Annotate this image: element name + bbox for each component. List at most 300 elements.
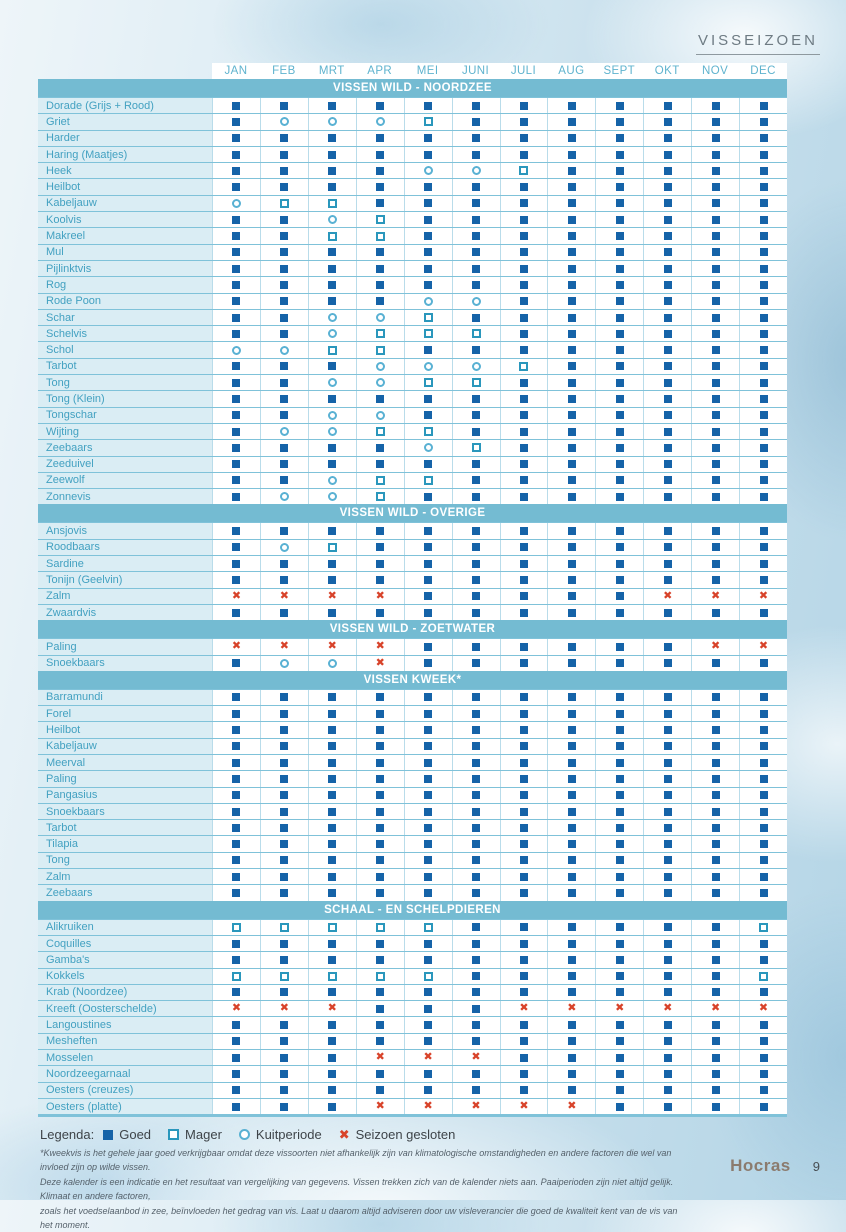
- season-cell: [739, 869, 787, 884]
- season-cell: [356, 656, 404, 671]
- season-cell: [404, 131, 452, 146]
- season-good-marker: [760, 873, 768, 881]
- season-lean-marker: [376, 492, 385, 501]
- season-cell: [260, 1034, 308, 1049]
- season-lean-marker: [280, 923, 289, 932]
- season-cell: [691, 98, 739, 113]
- month-header: DEC: [739, 63, 787, 79]
- season-cell: [547, 228, 595, 243]
- season-cell: [308, 920, 356, 935]
- season-good-marker: [376, 1005, 384, 1013]
- season-good-marker: [520, 693, 528, 701]
- season-roe-marker: [328, 313, 337, 322]
- season-cell: [643, 1099, 691, 1114]
- season-good-marker: [664, 808, 672, 816]
- season-good-marker: [664, 988, 672, 996]
- season-good-marker: [424, 1021, 432, 1029]
- season-good-marker: [568, 726, 576, 734]
- season-cell: [212, 310, 260, 325]
- table-row: [38, 260, 787, 276]
- season-good-marker: [520, 1070, 528, 1078]
- season-cell: [308, 969, 356, 984]
- season-good-marker: [712, 362, 720, 370]
- season-cell: [212, 359, 260, 374]
- season-lean-marker: [280, 972, 289, 981]
- season-good-marker: [664, 856, 672, 864]
- season-good-marker: [664, 379, 672, 387]
- season-good-marker: [520, 297, 528, 305]
- season-good-marker: [280, 1103, 288, 1111]
- season-good-marker: [376, 824, 384, 832]
- season-good-marker: [424, 856, 432, 864]
- season-cell: [547, 440, 595, 455]
- season-closed-marker: ✖: [519, 1002, 529, 1015]
- season-good-marker: [616, 1103, 624, 1111]
- season-cell: [643, 98, 691, 113]
- season-good-marker: [232, 216, 240, 224]
- season-roe-marker: [376, 362, 385, 371]
- season-good-marker: [712, 493, 720, 501]
- season-cell: [308, 326, 356, 341]
- table-row: [38, 195, 787, 211]
- season-cell: [691, 788, 739, 803]
- table-row: [38, 968, 787, 984]
- season-cell: [691, 424, 739, 439]
- season-cell: [739, 656, 787, 671]
- season-cell: [739, 408, 787, 423]
- season-lean-marker: [328, 346, 337, 355]
- season-good-marker: [712, 824, 720, 832]
- row-label: Krab (Noordzee): [38, 985, 212, 1000]
- season-cell: [595, 589, 643, 604]
- season-cell: [260, 952, 308, 967]
- season-good-marker: [472, 460, 480, 468]
- season-cell: [643, 804, 691, 819]
- season-cell: [308, 342, 356, 357]
- season-good-marker: [760, 726, 768, 734]
- row-label: Mul: [38, 245, 212, 260]
- row-label: Zalm: [38, 589, 212, 604]
- season-cell: [547, 771, 595, 786]
- table-row: [38, 211, 787, 227]
- season-good-marker: [712, 118, 720, 126]
- table-row: [38, 884, 787, 900]
- season-good-marker: [472, 759, 480, 767]
- season-cell: [547, 245, 595, 260]
- season-good-marker: [616, 988, 624, 996]
- season-good-marker: [280, 330, 288, 338]
- season-good-marker: [472, 183, 480, 191]
- season-good-marker: [232, 1037, 240, 1045]
- season-good-marker: [280, 444, 288, 452]
- season-roe-marker: [328, 411, 337, 420]
- season-good-marker: [760, 395, 768, 403]
- season-good-marker: [664, 102, 672, 110]
- season-cell: [260, 375, 308, 390]
- season-cell: [452, 755, 500, 770]
- season-good-marker: [760, 330, 768, 338]
- season-cell: [691, 820, 739, 835]
- season-cell: [452, 131, 500, 146]
- season-cell: [500, 196, 548, 211]
- season-cell: [691, 690, 739, 705]
- season-cell: [260, 556, 308, 571]
- season-cell: [547, 1099, 595, 1114]
- row-label: Schelvis: [38, 326, 212, 341]
- row-label: Noordzeegarnaal: [38, 1066, 212, 1081]
- season-cell: [452, 147, 500, 162]
- season-cell: [452, 114, 500, 129]
- season-good-marker: [424, 710, 432, 718]
- season-cell: [212, 391, 260, 406]
- season-cell: [691, 1017, 739, 1032]
- table-row: [38, 113, 787, 129]
- season-cell: [547, 952, 595, 967]
- season-cell: [404, 326, 452, 341]
- season-good-marker: [712, 1070, 720, 1078]
- season-roe-marker: [472, 166, 481, 175]
- season-cell: [500, 885, 548, 900]
- season-good-marker: [280, 873, 288, 881]
- month-header: JAN: [212, 63, 260, 79]
- season-good-marker: [328, 281, 336, 289]
- season-cell: [739, 1083, 787, 1098]
- season-cell: [212, 869, 260, 884]
- season-good-marker: [568, 560, 576, 568]
- season-cell: [547, 375, 595, 390]
- season-good-marker: [568, 248, 576, 256]
- season-cell: [308, 1017, 356, 1032]
- season-good-marker: [616, 346, 624, 354]
- season-lean-marker: [472, 378, 481, 387]
- season-lean-marker: [376, 232, 385, 241]
- season-good-marker: [568, 411, 576, 419]
- table-row: [38, 555, 787, 571]
- season-cell: [643, 820, 691, 835]
- season-good-marker: [424, 956, 432, 964]
- season-good-marker: [760, 1054, 768, 1062]
- season-good-marker: [376, 395, 384, 403]
- season-cell: [356, 869, 404, 884]
- season-cell: [739, 98, 787, 113]
- season-cell: [739, 836, 787, 851]
- season-good-marker: [472, 643, 480, 651]
- season-roe-marker: [328, 215, 337, 224]
- season-good-marker: [760, 216, 768, 224]
- season-cell: [308, 228, 356, 243]
- season-cell: [739, 294, 787, 309]
- season-good-marker: [712, 1037, 720, 1045]
- season-good-marker: [472, 216, 480, 224]
- season-cell: [595, 114, 643, 129]
- row-label: Oesters (platte): [38, 1099, 212, 1114]
- season-cell: [547, 310, 595, 325]
- season-cell: [595, 359, 643, 374]
- season-cell: [691, 261, 739, 276]
- season-good-marker: [328, 248, 336, 256]
- season-cell: [500, 457, 548, 472]
- season-closed-marker: ✖: [375, 1100, 385, 1113]
- season-good-marker: [472, 232, 480, 240]
- season-good-marker: [472, 988, 480, 996]
- season-good-marker: [712, 791, 720, 799]
- season-cell: [404, 589, 452, 604]
- season-cell: [739, 342, 787, 357]
- season-cell: [452, 804, 500, 819]
- season-cell: [212, 706, 260, 721]
- season-good-marker: [616, 330, 624, 338]
- table-row: [38, 130, 787, 146]
- season-good-marker: [664, 411, 672, 419]
- season-good-marker: [424, 643, 432, 651]
- season-cell: [452, 310, 500, 325]
- season-good-marker: [568, 856, 576, 864]
- season-good-marker: [328, 759, 336, 767]
- season-good-marker: [664, 265, 672, 273]
- season-cell: [212, 1001, 260, 1016]
- season-cell: [643, 408, 691, 423]
- season-cell: [643, 424, 691, 439]
- season-good-marker: [568, 314, 576, 322]
- season-good-marker: [103, 1130, 113, 1140]
- season-cell: [547, 424, 595, 439]
- season-cell: [547, 656, 595, 671]
- season-cell: [547, 739, 595, 754]
- season-good-marker: [232, 395, 240, 403]
- month-header: JUNI: [452, 63, 500, 79]
- season-closed-marker: ✖: [663, 589, 673, 602]
- season-good-marker: [280, 527, 288, 535]
- season-good-marker: [424, 395, 432, 403]
- table-row: [38, 97, 787, 113]
- season-good-marker: [472, 889, 480, 897]
- season-cell: [356, 294, 404, 309]
- season-cell: [212, 820, 260, 835]
- season-good-marker: [760, 1037, 768, 1045]
- season-cell: [212, 639, 260, 654]
- season-cell: [500, 853, 548, 868]
- season-good-marker: [328, 1037, 336, 1045]
- season-cell: [739, 556, 787, 571]
- season-good-marker: [568, 956, 576, 964]
- season-cell: [308, 836, 356, 851]
- season-cell: [595, 391, 643, 406]
- season-good-marker: [760, 856, 768, 864]
- season-cell: [452, 788, 500, 803]
- season-cell: [595, 342, 643, 357]
- season-good-marker: [616, 395, 624, 403]
- season-cell: [500, 131, 548, 146]
- season-cell: [212, 690, 260, 705]
- season-good-marker: [712, 346, 720, 354]
- season-cell: [212, 836, 260, 851]
- table-row: [38, 146, 787, 162]
- season-cell: [500, 147, 548, 162]
- season-cell: [691, 639, 739, 654]
- season-cell: [547, 473, 595, 488]
- season-cell: [500, 326, 548, 341]
- season-lean-marker: [376, 476, 385, 485]
- season-good-marker: [280, 216, 288, 224]
- season-good-marker: [328, 808, 336, 816]
- season-good-marker: [328, 956, 336, 964]
- season-cell: [739, 489, 787, 504]
- season-cell: [356, 1066, 404, 1081]
- season-cell: [500, 739, 548, 754]
- season-cell: [356, 969, 404, 984]
- season-cell: [595, 869, 643, 884]
- season-cell: [452, 572, 500, 587]
- season-good-marker: [328, 297, 336, 305]
- season-cell: [308, 820, 356, 835]
- season-cell: [691, 589, 739, 604]
- season-good-marker: [520, 102, 528, 110]
- season-cell: [547, 722, 595, 737]
- season-cell: [500, 408, 548, 423]
- season-cell: [212, 523, 260, 538]
- season-cell: [691, 1083, 739, 1098]
- season-cell: [452, 836, 500, 851]
- season-cell: [260, 294, 308, 309]
- season-cell: [691, 771, 739, 786]
- footnote-line: *Kweekvis is het gehele jaar goed verkrijgbaar omdat deze vissoorten niet afhankelijk zijn van klimatologische omstandigheden en andere factoren die wel van invloed zijn op wilde vissen.: [40, 1148, 672, 1173]
- season-cell: [260, 1050, 308, 1065]
- season-cell: [547, 391, 595, 406]
- season-cell: [500, 98, 548, 113]
- season-good-marker: [424, 102, 432, 110]
- season-cell: [643, 639, 691, 654]
- season-cell: [500, 639, 548, 654]
- fish-season-table: [38, 79, 787, 1117]
- season-closed-marker: ✖: [423, 1100, 433, 1113]
- season-good-marker: [760, 265, 768, 273]
- season-cell: [356, 936, 404, 951]
- season-cell: [356, 820, 404, 835]
- season-cell: [452, 869, 500, 884]
- season-good-marker: [232, 476, 240, 484]
- season-cell: [356, 589, 404, 604]
- season-cell: [500, 1001, 548, 1016]
- season-good-marker: [760, 167, 768, 175]
- season-cell: [212, 936, 260, 951]
- season-cell: [691, 952, 739, 967]
- legend-item-label: Seizoen gesloten: [355, 1127, 456, 1142]
- table-row: [38, 689, 787, 705]
- season-roe-marker: [424, 362, 433, 371]
- season-cell: [404, 473, 452, 488]
- season-cell: [739, 605, 787, 620]
- season-cell: [404, 1066, 452, 1081]
- season-good-marker: [232, 988, 240, 996]
- season-cell: [691, 739, 739, 754]
- season-good-marker: [712, 183, 720, 191]
- season-cell: [643, 473, 691, 488]
- season-good-marker: [568, 346, 576, 354]
- season-cell: [308, 1050, 356, 1065]
- season-cell: [260, 196, 308, 211]
- season-cell: [547, 326, 595, 341]
- season-cell: [691, 755, 739, 770]
- season-good-marker: [568, 151, 576, 159]
- season-cell: [356, 540, 404, 555]
- season-closed-marker: ✖: [567, 1002, 577, 1015]
- season-good-marker: [712, 808, 720, 816]
- season-cell: [643, 1034, 691, 1049]
- season-cell: [212, 589, 260, 604]
- season-cell: [260, 212, 308, 227]
- season-cell: [595, 163, 643, 178]
- season-cell: [212, 755, 260, 770]
- season-good-marker: [376, 1070, 384, 1078]
- season-good-marker: [232, 151, 240, 159]
- season-cell: [404, 690, 452, 705]
- season-good-marker: [520, 659, 528, 667]
- season-closed-marker: ✖: [758, 640, 769, 653]
- season-closed-marker: ✖: [279, 589, 289, 602]
- season-cell: [547, 1050, 595, 1065]
- season-cell: [500, 755, 548, 770]
- season-good-marker: [376, 693, 384, 701]
- season-roe-marker: [328, 378, 337, 387]
- season-cell: [595, 739, 643, 754]
- season-good-marker: [760, 1103, 768, 1111]
- season-good-marker: [520, 493, 528, 501]
- season-cell: [739, 212, 787, 227]
- season-cell: [260, 440, 308, 455]
- season-cell: [404, 1017, 452, 1032]
- season-good-marker: [712, 856, 720, 864]
- season-good-marker: [568, 379, 576, 387]
- season-cell: [308, 1083, 356, 1098]
- season-lean-marker: [376, 972, 385, 981]
- season-good-marker: [424, 576, 432, 584]
- season-good-marker: [280, 232, 288, 240]
- season-cell: [595, 820, 643, 835]
- months-header-spacer: [38, 63, 212, 79]
- season-cell: [308, 163, 356, 178]
- season-cell: [500, 722, 548, 737]
- season-cell: [643, 131, 691, 146]
- season-good-marker: [472, 493, 480, 501]
- season-good-marker: [520, 265, 528, 273]
- season-cell: [404, 196, 452, 211]
- season-cell: [404, 391, 452, 406]
- season-good-marker: [568, 808, 576, 816]
- season-good-marker: [760, 460, 768, 468]
- season-good-marker: [280, 940, 288, 948]
- season-good-marker: [328, 1070, 336, 1078]
- season-cell: [691, 489, 739, 504]
- season-good-marker: [568, 889, 576, 897]
- season-good-marker: [376, 183, 384, 191]
- season-good-marker: [760, 693, 768, 701]
- row-label: Paling: [38, 771, 212, 786]
- season-cell: [691, 656, 739, 671]
- season-good-marker: [664, 428, 672, 436]
- season-good-marker: [616, 199, 624, 207]
- season-good-marker: [760, 362, 768, 370]
- season-cell: [643, 261, 691, 276]
- season-good-marker: [520, 923, 528, 931]
- season-good-marker: [472, 840, 480, 848]
- season-good-marker: [328, 265, 336, 273]
- season-cell: [212, 556, 260, 571]
- season-good-marker: [712, 742, 720, 750]
- season-good-marker: [664, 1086, 672, 1094]
- season-good-marker: [280, 840, 288, 848]
- season-cell: [739, 1050, 787, 1065]
- season-good-marker: [520, 1037, 528, 1045]
